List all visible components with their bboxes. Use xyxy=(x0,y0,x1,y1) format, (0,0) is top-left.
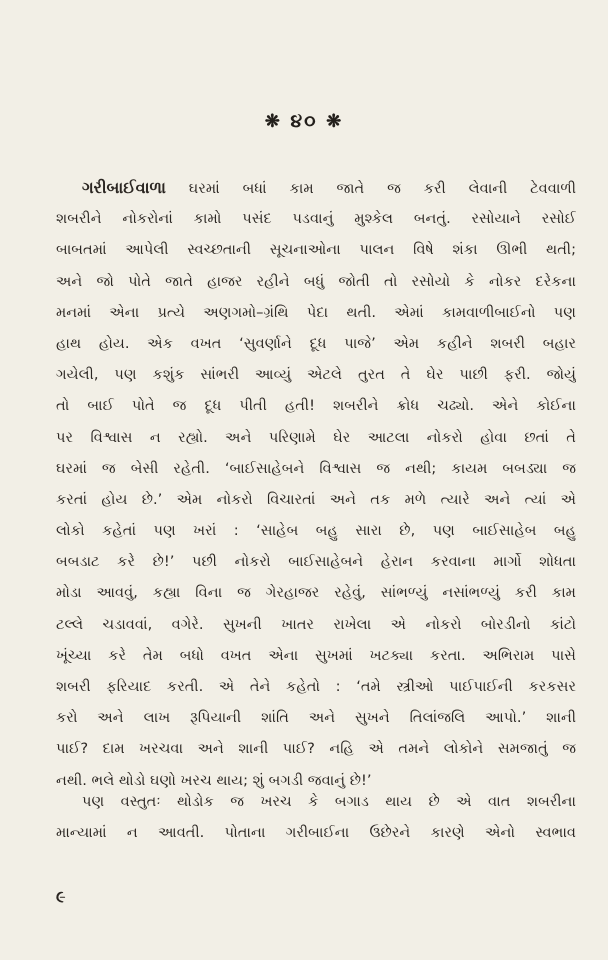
text-line: બાબતમાં આપેલી સ્વચ્છતાની સૂચનાઓના પાલન વિષે શંકા ઊભી થતી; xyxy=(56,241,576,259)
text-line xyxy=(56,172,576,203)
text-line: ટલ્લે ચડાવવાં, વગેરે. સુખની ખાતર રાખેલા એ નોકરો બોરડીનો કાંટો xyxy=(56,615,576,633)
text-line: કરતાં હોય છે.’ એમ નોકરો વિચારતાં અને તક મળે ત્યારે અને ત્યાં એ xyxy=(56,490,576,508)
text-line: ગયેલી, પણ કશુંક સાંભરી આવ્યું એટલે તુરત તે ઘેર પાછી ફરી. જોયું xyxy=(56,366,576,384)
text-line: શબરી ફરિયાદ કરતી. એ તેને કહેતો : ‘તમે સ્ત્રીઓ પાઈપાઈની કરકસર xyxy=(56,678,576,695)
text-line: ઘરમાં જ બેસી રહેતી. ‘બાઈસાહેબને વિશ્વાસ જ નથી; કાયમ બબડ્યા જ xyxy=(56,459,576,477)
text-line: મોડા આવવું, કહ્યા વિના જ ગેરહાજર રહેવું, સાંભળ્યું નસાંભળ્યું કરી કામ xyxy=(56,584,576,602)
text-line: શબરીને નોકરોનાં કામો પસંદ પડવાનું મુશ્કેલ બનતું. રસોયાને રસોઈ xyxy=(56,210,576,228)
lead-word: ગરીબાઈવાળા xyxy=(82,178,166,197)
text-line: પણ વસ્તુતઃ થોડોક જ ખરચ કે બગાડ થાય છે એ વાત શબરીના xyxy=(82,793,576,810)
paragraph-2 xyxy=(56,786,576,848)
text-line: તો બાઈ પોતે જ દૂધ પીતી હતી! શબરીને ક્રોધ ચઢ્યો. એને કોઈના xyxy=(56,397,576,415)
text-line: લોકો કહેતાં પણ ખરાં : ‘સાહેબ બહુ સારા છે, પણ બાઈસાહેબ બહુ xyxy=(56,522,576,540)
chapter-heading: ❋ ૪૦ ❋ xyxy=(264,110,344,132)
text-line: અને જો પોતે જાતે હાજર રહીને બધું જોતી તો રસોયો કે નોકર દરેકના xyxy=(56,272,576,290)
paragraph-1 xyxy=(56,172,576,796)
text-line: હાથ હોય. એક વખત ‘સુવર્ણાને દૂધ પાજે’ એમ કહીને શબરી બહાર xyxy=(56,334,576,352)
text-line: ખૂંચ્યા કરે તેમ બધો વખત એના સુખમાં ખટક્યા કરતા. અભિરામ પાસે xyxy=(56,646,576,664)
text-line-rest: ઘરમાં બધાં કામ જાતે જ કરી લેવાની ટેવવાળી xyxy=(165,180,576,197)
text-line: પર વિશ્વાસ ન રહ્યો. અને પરિણામે ઘેર આટલા નોકરો હોવા છતાં તે xyxy=(56,428,576,446)
text-line: માન્યામાં ન આવતી. પોતાના ગરીબાઈના ઉછેરને કારણે એનો સ્વભાવ xyxy=(56,824,576,842)
page-number: ૯ xyxy=(56,887,66,906)
text-line: મનમાં એના પ્રત્યે અણગમો–ગ્રંથિ પેદા થતી. એમાં કામવાળીબાઈનો પણ xyxy=(56,303,576,321)
text-line: કરો અને લાખ રૂપિયાની શાંતિ અને સુખને તિલાંજલિ આપો.’ શાની xyxy=(56,709,576,727)
text-line: બબડાટ કરે છે!’ પછી નોકરો બાઈસાહેબને હેરાન કરવાના માર્ગો શોધતા xyxy=(56,553,576,571)
text-line: નથી. ભલે થોડો ઘણો ખરચ થાય; શું બગડી જવાનું છે!’ xyxy=(56,771,372,789)
text-line: પાઈ? દામ ખરચવા અને શાની પાઈ? નહિ એ તમને લોકોને સમજાતું જ xyxy=(56,740,576,758)
